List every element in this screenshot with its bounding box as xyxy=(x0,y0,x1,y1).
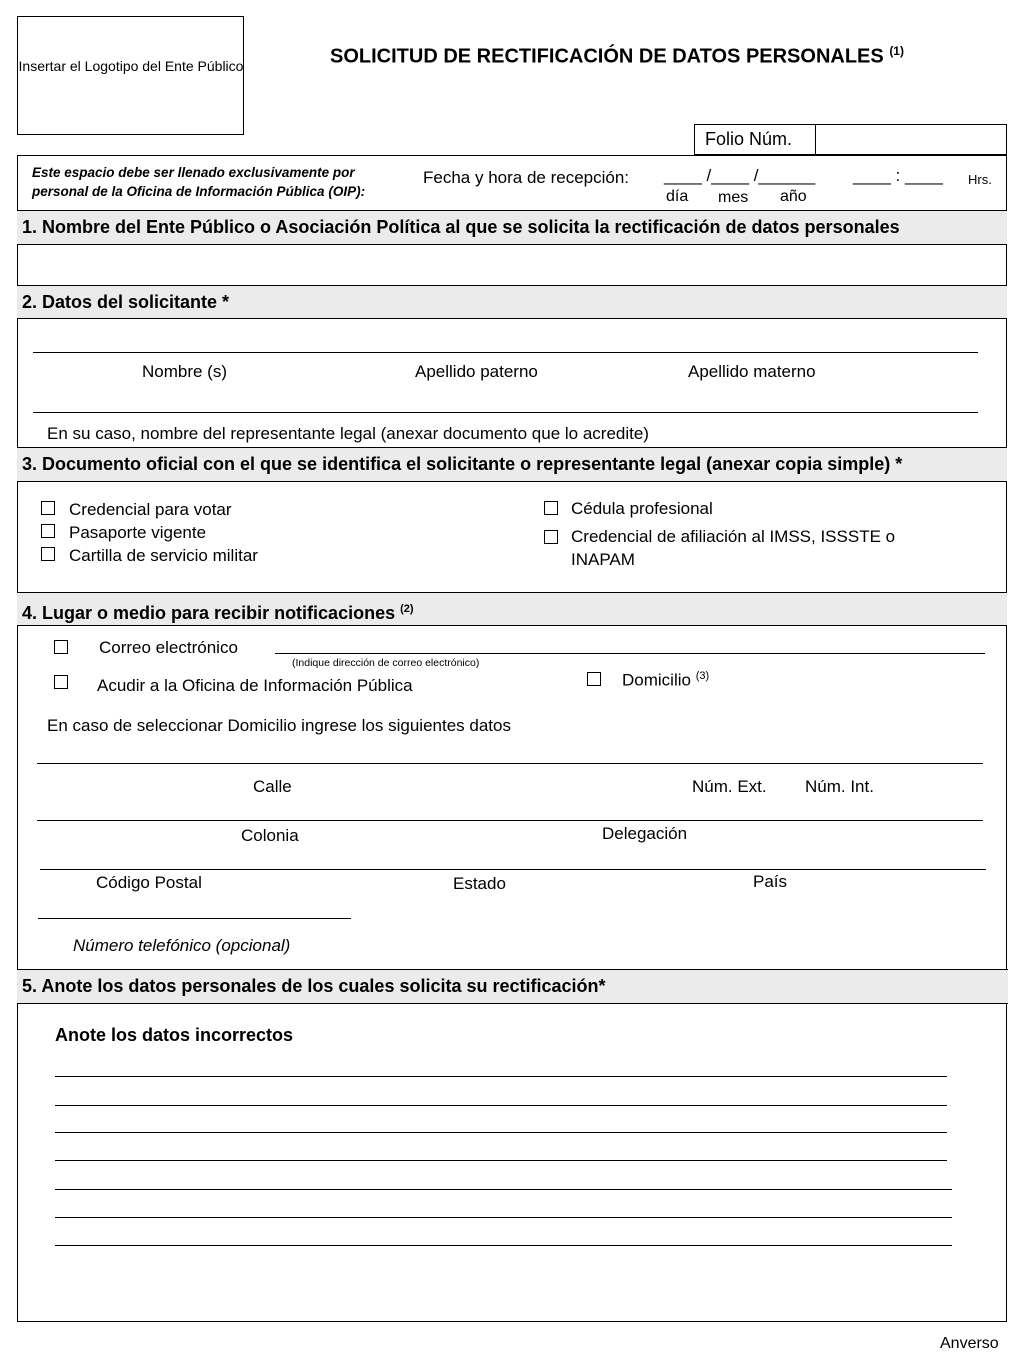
section4-heading-text: 4. Lugar o medio para recibir notificaciones xyxy=(22,603,396,623)
estado-label: Estado xyxy=(453,874,506,893)
cartilla-label: Cartilla de servicio militar xyxy=(69,546,258,565)
folio-field[interactable] xyxy=(815,124,1007,155)
form-frame xyxy=(17,155,1007,1322)
correo-checkbox[interactable] xyxy=(54,640,68,654)
applicant-name-line[interactable] xyxy=(33,352,978,353)
oficina-checkbox[interactable] xyxy=(54,675,68,689)
section1-heading: 1. Nombre del Ente Público o Asociación Política al que se solicita la rectificación de datos personales xyxy=(17,210,1007,245)
form-title-text: SOLICITUD DE RECTIFICACIÓN DE DATOS PERSONALES xyxy=(330,45,884,68)
correo-input-line[interactable] xyxy=(275,653,985,654)
num-ext-label: Núm. Ext. xyxy=(692,777,767,796)
codigo-postal-input-line[interactable] xyxy=(40,869,986,870)
section4-heading xyxy=(17,592,1007,626)
oip-note xyxy=(32,163,365,201)
domicilio-instructions: En caso de seleccionar Domicilio ingrese los siguientes datos xyxy=(47,716,511,735)
representative-name-line[interactable] xyxy=(33,412,978,413)
apellido-materno-label: Apellido materno xyxy=(688,362,816,381)
apellido-paterno-label: Apellido paterno xyxy=(415,362,538,381)
dia-label: día xyxy=(666,188,689,205)
section5-subheading: Anote los datos incorrectos xyxy=(55,1025,294,1045)
cartilla-checkbox[interactable] xyxy=(41,547,55,561)
folio-label: Folio Núm. xyxy=(694,124,816,155)
reception-time-field[interactable]: ____ : ____ xyxy=(853,166,943,185)
oip-note-line2: personal de la Oficina de Información Pública (OIP): xyxy=(32,184,366,199)
hrs-label: Hrs. xyxy=(968,172,992,187)
incorrect-data-line[interactable] xyxy=(55,1245,952,1246)
logo-placeholder-text: Insertar el Logotipo del Ente Público xyxy=(18,58,244,74)
incorrect-data-line[interactable] xyxy=(55,1189,952,1190)
correo-label: Correo electrónico xyxy=(99,638,238,657)
domicilio-label xyxy=(622,670,709,691)
incorrect-data-line[interactable] xyxy=(55,1217,952,1218)
reception-date-field[interactable]: ____ /____ /______ xyxy=(664,166,816,185)
telefono-input-line[interactable] xyxy=(38,918,351,919)
pasaporte-label: Pasaporte vigente xyxy=(69,523,207,542)
pais-label: País xyxy=(753,872,788,891)
domicilio-label-text: Domicilio xyxy=(622,670,691,690)
page-side-label: Anverso xyxy=(940,1335,999,1352)
section4-footnote: (2) xyxy=(400,603,414,615)
mes-label: mes xyxy=(718,189,749,206)
representante-label: En su caso, nombre del representante legal (anexar documento que lo acredite) xyxy=(47,424,649,443)
section3-heading: 3. Documento oficial con el que se identifica el solicitante o representante legal (anexar copia simple) * xyxy=(17,447,1007,482)
cedula-label: Cédula profesional xyxy=(571,499,713,518)
domicilio-footnote: (3) xyxy=(695,670,710,682)
section2-heading: 2. Datos del solicitante * xyxy=(17,285,1007,319)
reception-date-label: Fecha y hora de recepción: xyxy=(423,168,630,187)
colonia-input-line[interactable] xyxy=(37,820,983,821)
nombre-label: Nombre (s) xyxy=(142,362,228,381)
incorrect-data-line[interactable] xyxy=(55,1132,947,1133)
anio-label: año xyxy=(780,188,807,205)
form-title xyxy=(330,44,904,69)
pasaporte-checkbox[interactable] xyxy=(41,524,55,538)
oficina-label: Acudir a la Oficina de Información Pública xyxy=(97,676,413,695)
domicilio-checkbox[interactable] xyxy=(587,672,601,686)
delegacion-label: Delegación xyxy=(602,824,688,843)
cedula-checkbox[interactable] xyxy=(544,501,558,515)
calle-label: Calle xyxy=(253,777,292,796)
section1-entity-field[interactable] xyxy=(17,245,1007,285)
calle-input-line[interactable] xyxy=(37,763,983,764)
num-int-label: Núm. Int. xyxy=(805,777,874,796)
afiliacion-checkbox[interactable] xyxy=(544,530,558,544)
oip-note-line1: Este espacio debe ser llenado exclusivamente por xyxy=(32,165,355,180)
correo-hint: (Indique dirección de correo electrónico) xyxy=(292,657,480,669)
incorrect-data-line[interactable] xyxy=(55,1160,947,1161)
incorrect-data-line[interactable] xyxy=(55,1105,947,1106)
credencial-votar-checkbox[interactable] xyxy=(41,501,55,515)
afiliacion-label-line1: Credencial de afiliación al IMSS, ISSSTE o xyxy=(571,527,896,546)
colonia-label: Colonia xyxy=(241,826,299,845)
afiliacion-label-line2: INAPAM xyxy=(571,550,635,569)
title-footnote: (1) xyxy=(889,44,904,58)
credencial-votar-label: Credencial para votar xyxy=(69,500,232,519)
section5-heading: 5. Anote los datos personales de los cuales solicita su rectificación* xyxy=(17,969,1008,1004)
codigo-postal-label: Código Postal xyxy=(96,873,202,892)
incorrect-data-line[interactable] xyxy=(55,1076,947,1077)
telefono-label: Número telefónico (opcional) xyxy=(73,936,291,955)
